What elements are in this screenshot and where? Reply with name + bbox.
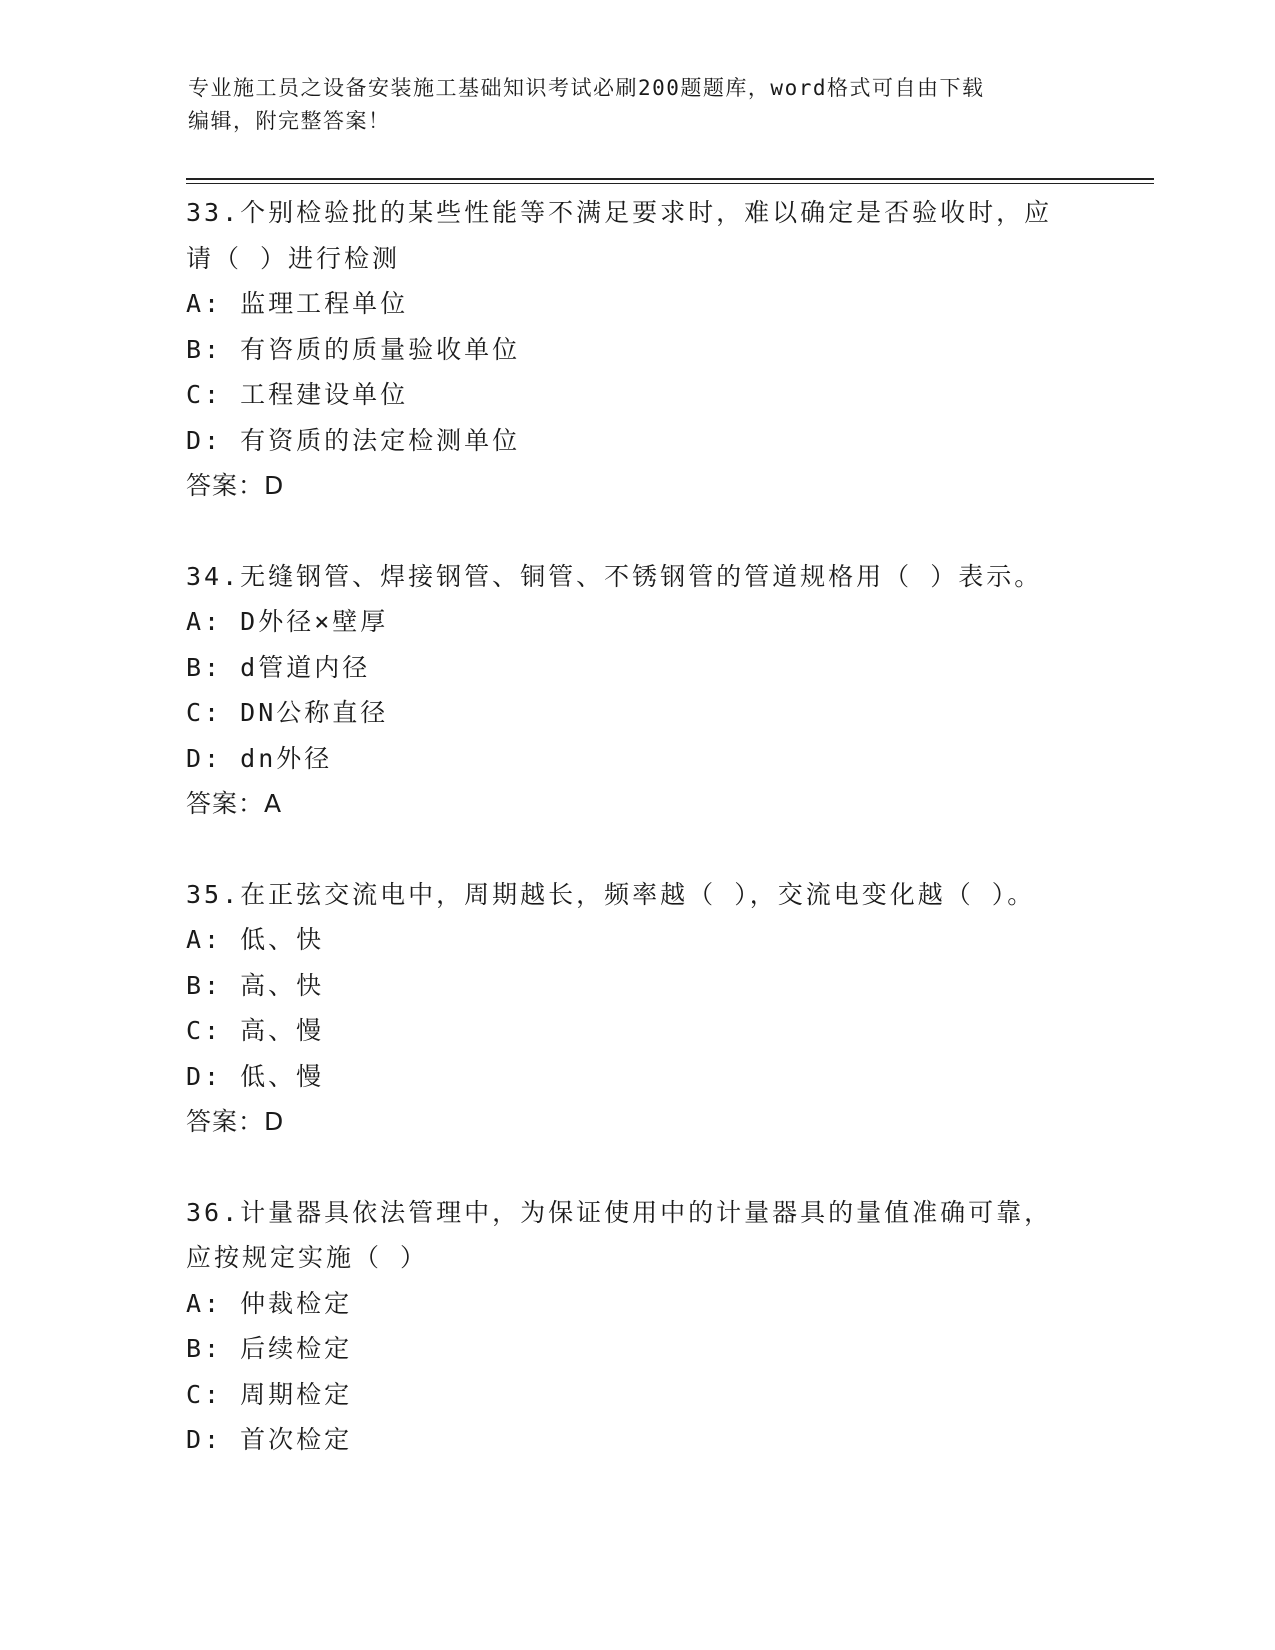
header-divider-thin: [186, 183, 1154, 184]
option-d: D: 有资质的法定检测单位: [186, 425, 521, 455]
question-stem: 36.计量器具依法管理中，为保证使用中的计量器具的量值准确可靠，: [186, 1197, 1053, 1227]
document-header: [188, 72, 1068, 138]
question-35: [186, 872, 1086, 1145]
question-stem: 34.无缝钢管、焊接钢管、铜管、不锈钢管的管道规格用（ ）表示。: [186, 561, 1043, 591]
option-b: B: 有咨质的质量验收单位: [186, 334, 521, 364]
header-divider-thick: [186, 178, 1154, 180]
option-c: C: 高、慢: [186, 1016, 325, 1045]
question-33: [186, 190, 1086, 509]
option-c: C: DN公称直径: [186, 698, 389, 727]
question-34: [186, 554, 1086, 827]
option-d: D: dn外径: [186, 743, 333, 773]
answer: 答案：A: [186, 789, 283, 818]
answer: 答案：D: [186, 1107, 285, 1136]
header-line-1: 专业施工员之设备安装施工基础知识考试必刷200题题库，word格式可自由下载: [188, 76, 985, 100]
option-a: A: 低、快: [186, 925, 325, 954]
option-b: B: 高、快: [186, 970, 325, 1000]
option-a: A: 监理工程单位: [186, 289, 409, 318]
option-c: C: 工程建设单位: [186, 380, 409, 409]
question-stem: 35.在正弦交流电中，周期越长，频率越（ ），交流电变化越（ ）。: [186, 879, 1036, 909]
option-a: A: 仲裁检定: [186, 1288, 353, 1318]
header-line-2: 编辑，附完整答案！: [188, 109, 391, 133]
option-d: D: 首次检定: [186, 1425, 353, 1454]
question-list: [186, 190, 1086, 1508]
answer: 答案：D: [186, 471, 285, 500]
question-stem-continued: 应按规定实施（ ）: [186, 1243, 429, 1272]
question-stem: 33.个别检验批的某些性能等不满足要求时，难以确定是否验收时，应: [186, 198, 1053, 227]
question-36: [186, 1190, 1086, 1463]
option-a: A: D外径×壁厚: [186, 607, 389, 636]
option-c: C: 周期检定: [186, 1379, 353, 1409]
option-d: D: 低、慢: [186, 1061, 325, 1091]
option-b: B: 后续检定: [186, 1334, 353, 1363]
option-b: B: d管道内径: [186, 652, 371, 682]
question-stem-continued: 请（ ）进行检测: [186, 243, 401, 273]
